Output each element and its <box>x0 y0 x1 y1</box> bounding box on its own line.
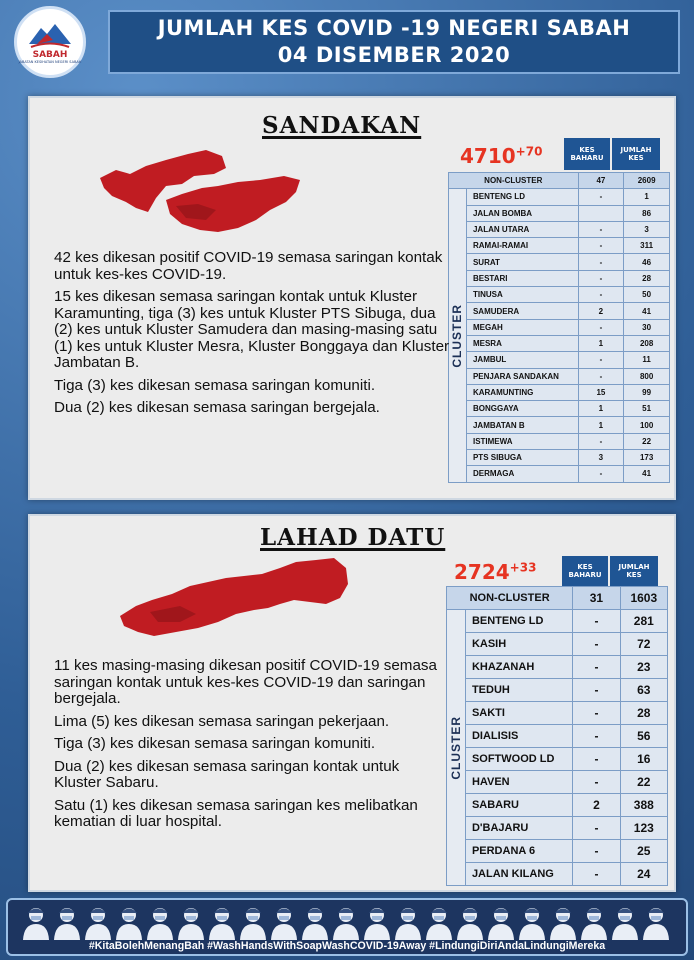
cluster-column <box>449 189 467 482</box>
cluster-name: TINUSA <box>466 287 578 303</box>
cluster-new-cases <box>578 205 624 221</box>
cluster-new-cases: - <box>578 319 624 335</box>
table-row-non-cluster <box>447 587 668 610</box>
cluster-total-cases: 28 <box>620 702 667 725</box>
table-row <box>449 417 670 433</box>
person-silhouette-icon <box>426 908 452 940</box>
cluster-total-cases: 173 <box>624 450 670 466</box>
table-row <box>447 817 668 840</box>
cluster-name: BENTENG LD <box>465 610 572 633</box>
cluster-name: ISTIMEWA <box>466 433 578 449</box>
note-paragraph: 15 kes dikesan semasa saringan kontak untuk Kluster Karamunting, tiga (3) kes untuk Kluster PTS Sibuga, dua (2) kes untuk Kluster Samudera dan masing-masing satu (1) kes untuk Kluster Mesra, Kluster Bonggaya dan Kluster Jambatan B. <box>54 288 450 371</box>
person-silhouette-icon <box>519 908 545 940</box>
table-row <box>449 319 670 335</box>
person-silhouette-icon <box>488 908 514 940</box>
logo-subtext: JABATAN KESIHATAN NEGERI SABAH <box>18 60 82 64</box>
table-row <box>447 725 668 748</box>
table-row <box>449 238 670 254</box>
table-row <box>447 702 668 725</box>
cluster-new-cases: - <box>573 679 620 702</box>
lahad-datu-map-icon <box>90 552 350 652</box>
cluster-total-cases: 86 <box>624 205 670 221</box>
person-silhouette-icon <box>54 908 80 940</box>
cluster-name: PENJARA SANDAKAN <box>466 368 578 384</box>
cluster-name: JALAN KILANG <box>465 863 572 886</box>
lahad-datu-panel <box>28 514 676 892</box>
footer-hashtags: #KitaBolehMenangBah #WashHandsWithSoapWashCOVID-19Away #LindungiDiriAndaLindungiMereka <box>88 940 606 952</box>
cluster-new-cases: - <box>573 702 620 725</box>
table-row <box>447 656 668 679</box>
cluster-new-cases: - <box>573 610 620 633</box>
cluster-name: SOFTWOOD LD <box>465 748 572 771</box>
table-row <box>447 633 668 656</box>
cluster-total-cases: 63 <box>620 679 667 702</box>
note-paragraph: Tiga (3) kes dikesan semasa saringan komuniti. <box>54 376 376 394</box>
cluster-name: D'BAJARU <box>465 817 572 840</box>
cluster-new-cases: - <box>573 771 620 794</box>
lahad-col-total-header: JUMLAH KES <box>610 556 658 586</box>
cluster-total-cases: 311 <box>624 238 670 254</box>
cluster-total-cases: 123 <box>620 817 667 840</box>
cluster-new-cases: - <box>578 238 624 254</box>
cluster-name: PERDANA 6 <box>465 840 572 863</box>
cluster-new-cases: 1 <box>578 335 624 351</box>
sandakan-col-new-header: KES BAHARU <box>564 138 610 170</box>
cluster-total-cases: 16 <box>620 748 667 771</box>
cluster-name: KHAZANAH <box>465 656 572 679</box>
cluster-name: TEDUH <box>465 679 572 702</box>
cluster-new-cases: - <box>573 656 620 679</box>
cluster-new-cases: - <box>578 189 624 205</box>
table-row <box>449 254 670 270</box>
cluster-total-cases: 72 <box>620 633 667 656</box>
cluster-new-cases: 2 <box>578 303 624 319</box>
non-cluster-label: NON-CLUSTER <box>447 587 573 610</box>
cluster-name: SURAT <box>466 254 578 270</box>
cluster-total-cases: 3 <box>624 221 670 237</box>
note-paragraph: Satu (1) kes dikesan semasa saringan kes melibatkan kematian di luar hospital. <box>54 796 418 830</box>
cluster-total-cases: 1 <box>624 189 670 205</box>
cluster-label: CLUSTER <box>448 715 463 780</box>
table-row <box>447 840 668 863</box>
person-silhouette-icon <box>302 908 328 940</box>
cluster-total-cases: 208 <box>624 335 670 351</box>
table-row <box>449 270 670 286</box>
cluster-total-cases: 23 <box>620 656 667 679</box>
cluster-total-cases: 11 <box>624 352 670 368</box>
person-silhouette-icon <box>581 908 607 940</box>
note-paragraph: 42 kes dikesan positif COVID-19 semasa saringan kontak untuk kes-kes COVID-19. <box>54 249 443 283</box>
table-row <box>449 335 670 351</box>
person-silhouette-icon <box>333 908 359 940</box>
cluster-total-cases: 100 <box>624 417 670 433</box>
cluster-new-cases: 1 <box>578 401 624 417</box>
sandakan-cases-table <box>448 172 670 483</box>
cluster-name: JAMBUL <box>466 352 578 368</box>
lahad-total-increase: +33 <box>509 560 537 575</box>
sandakan-notes <box>54 250 450 423</box>
mountain-emblem-icon <box>27 20 73 50</box>
sandakan-panel <box>28 96 676 500</box>
non-cluster-label: NON-CLUSTER <box>449 173 579 189</box>
cluster-new-cases: - <box>573 725 620 748</box>
lahad-col-new-header: KES BAHARU <box>562 556 608 586</box>
non-cluster-total: 2609 <box>624 173 670 189</box>
table-row <box>447 794 668 817</box>
lahad-cases-table <box>446 586 668 886</box>
cluster-new-cases: - <box>573 633 620 656</box>
person-silhouette-icon <box>364 908 390 940</box>
cluster-total-cases: 800 <box>624 368 670 384</box>
person-silhouette-icon <box>178 908 204 940</box>
cluster-total-cases: 51 <box>624 401 670 417</box>
cluster-total-cases: 25 <box>620 840 667 863</box>
person-silhouette-icon <box>271 908 297 940</box>
person-silhouette-icon <box>643 908 669 940</box>
cluster-name: BONGGAYA <box>466 401 578 417</box>
lahad-datu-title: LAHAD DATU <box>260 524 446 551</box>
table-row <box>447 748 668 771</box>
person-silhouette-icon <box>395 908 421 940</box>
cluster-total-cases: 22 <box>624 433 670 449</box>
page-title: JUMLAH KES COVID -19 NEGERI SABAH <box>157 16 631 40</box>
cluster-name: SABARU <box>465 794 572 817</box>
non-cluster-new: 31 <box>573 587 620 610</box>
cluster-total-cases: 30 <box>624 319 670 335</box>
sandakan-title: SANDAKAN <box>262 112 422 139</box>
sandakan-total-value: 4710 <box>460 144 516 168</box>
cluster-new-cases: 2 <box>573 794 620 817</box>
table-row <box>449 450 670 466</box>
table-row <box>449 368 670 384</box>
cluster-name: BENTENG LD <box>466 189 578 205</box>
cluster-name: DERMAGA <box>466 466 578 482</box>
cluster-name: DIALISIS <box>465 725 572 748</box>
table-row-non-cluster <box>449 173 670 189</box>
cluster-total-cases: 46 <box>624 254 670 270</box>
cluster-name: JAMBATAN B <box>466 417 578 433</box>
table-row <box>449 433 670 449</box>
non-cluster-new: 47 <box>578 173 624 189</box>
cluster-new-cases: 15 <box>578 384 624 400</box>
cluster-new-cases: - <box>573 748 620 771</box>
person-silhouette-icon <box>209 908 235 940</box>
cluster-new-cases: - <box>573 863 620 886</box>
cluster-total-cases: 24 <box>620 863 667 886</box>
cluster-total-cases: 41 <box>624 303 670 319</box>
cluster-name: PTS SIBUGA <box>466 450 578 466</box>
page-date: 04 DISEMBER 2020 <box>277 43 511 67</box>
cluster-name: MEGAH <box>466 319 578 335</box>
note-paragraph: Tiga (3) kes dikesan semasa saringan komuniti. <box>54 735 376 752</box>
cluster-total-cases: 388 <box>620 794 667 817</box>
cluster-total-cases: 50 <box>624 287 670 303</box>
lahad-total <box>454 560 536 584</box>
person-silhouette-icon <box>457 908 483 940</box>
person-silhouette-icon <box>240 908 266 940</box>
cluster-total-cases: 99 <box>624 384 670 400</box>
logo-text: SABAH <box>32 50 68 60</box>
table-row <box>447 679 668 702</box>
lahad-datu-notes <box>54 658 450 837</box>
cluster-new-cases: - <box>578 287 624 303</box>
cluster-new-cases: - <box>573 817 620 840</box>
cluster-new-cases: - <box>578 254 624 270</box>
cluster-new-cases: 3 <box>578 450 624 466</box>
cluster-total-cases: 22 <box>620 771 667 794</box>
table-row <box>447 863 668 886</box>
cluster-new-cases: - <box>578 221 624 237</box>
cluster-name: MESRA <box>466 335 578 351</box>
sandakan-total <box>460 144 542 168</box>
cluster-total-cases: 28 <box>624 270 670 286</box>
person-silhouette-icon <box>116 908 142 940</box>
cluster-new-cases: - <box>578 433 624 449</box>
cluster-name: JALAN BOMBA <box>466 205 578 221</box>
table-row <box>449 466 670 482</box>
table-row <box>449 384 670 400</box>
sandakan-total-increase: +70 <box>515 144 543 159</box>
table-row <box>449 352 670 368</box>
cluster-total-cases: 56 <box>620 725 667 748</box>
cluster-name: HAVEN <box>465 771 572 794</box>
cluster-new-cases: - <box>578 270 624 286</box>
footer-banner <box>6 898 688 956</box>
person-silhouette-icon <box>23 908 49 940</box>
lahad-total-value: 2724 <box>454 560 510 584</box>
note-paragraph: Lima (5) kes dikesan semasa saringan pekerjaan. <box>54 712 390 730</box>
cluster-name: KARAMUNTING <box>466 384 578 400</box>
cluster-new-cases: - <box>578 466 624 482</box>
cluster-name: KASIH <box>465 633 572 656</box>
person-silhouette-icon <box>612 908 638 940</box>
table-row <box>449 221 670 237</box>
sandakan-map-icon <box>90 140 310 240</box>
cluster-name: JALAN UTARA <box>466 221 578 237</box>
sabah-health-logo <box>14 6 86 78</box>
cluster-total-cases: 281 <box>620 610 667 633</box>
person-silhouette-icon <box>85 908 111 940</box>
sandakan-col-total-header: JUMLAH KES <box>612 138 660 170</box>
note-paragraph: Dua (2) kes dikesan semasa saringan bergejala. <box>54 399 380 416</box>
table-row <box>447 610 668 633</box>
table-row <box>449 401 670 417</box>
non-cluster-total: 1603 <box>620 587 667 610</box>
table-row <box>447 771 668 794</box>
cluster-name: RAMAI-RAMAI <box>466 238 578 254</box>
cluster-name: SAKTI <box>465 702 572 725</box>
cluster-total-cases: 41 <box>624 466 670 482</box>
person-silhouette-icon <box>147 908 173 940</box>
table-row <box>449 287 670 303</box>
page-title-box <box>108 10 680 74</box>
frontliners-illustration-icon <box>22 904 672 940</box>
cluster-name: BESTARI <box>466 270 578 286</box>
note-paragraph: 11 kes masing-masing dikesan positif COVID-19 semasa saringan kontak untuk kes-kes COVID-19 dan saringan bergejala. <box>54 657 437 707</box>
cluster-label: CLUSTER <box>450 303 465 368</box>
note-paragraph: Dua (2) kes dikesan semasa saringan kontak untuk Kluster Sabaru. <box>54 757 400 791</box>
cluster-new-cases: 1 <box>578 417 624 433</box>
cluster-new-cases: - <box>573 840 620 863</box>
table-row <box>449 303 670 319</box>
table-row <box>449 205 670 221</box>
cluster-name: SAMUDERA <box>466 303 578 319</box>
cluster-new-cases: - <box>578 352 624 368</box>
person-silhouette-icon <box>550 908 576 940</box>
table-row <box>449 189 670 205</box>
cluster-new-cases: - <box>578 368 624 384</box>
